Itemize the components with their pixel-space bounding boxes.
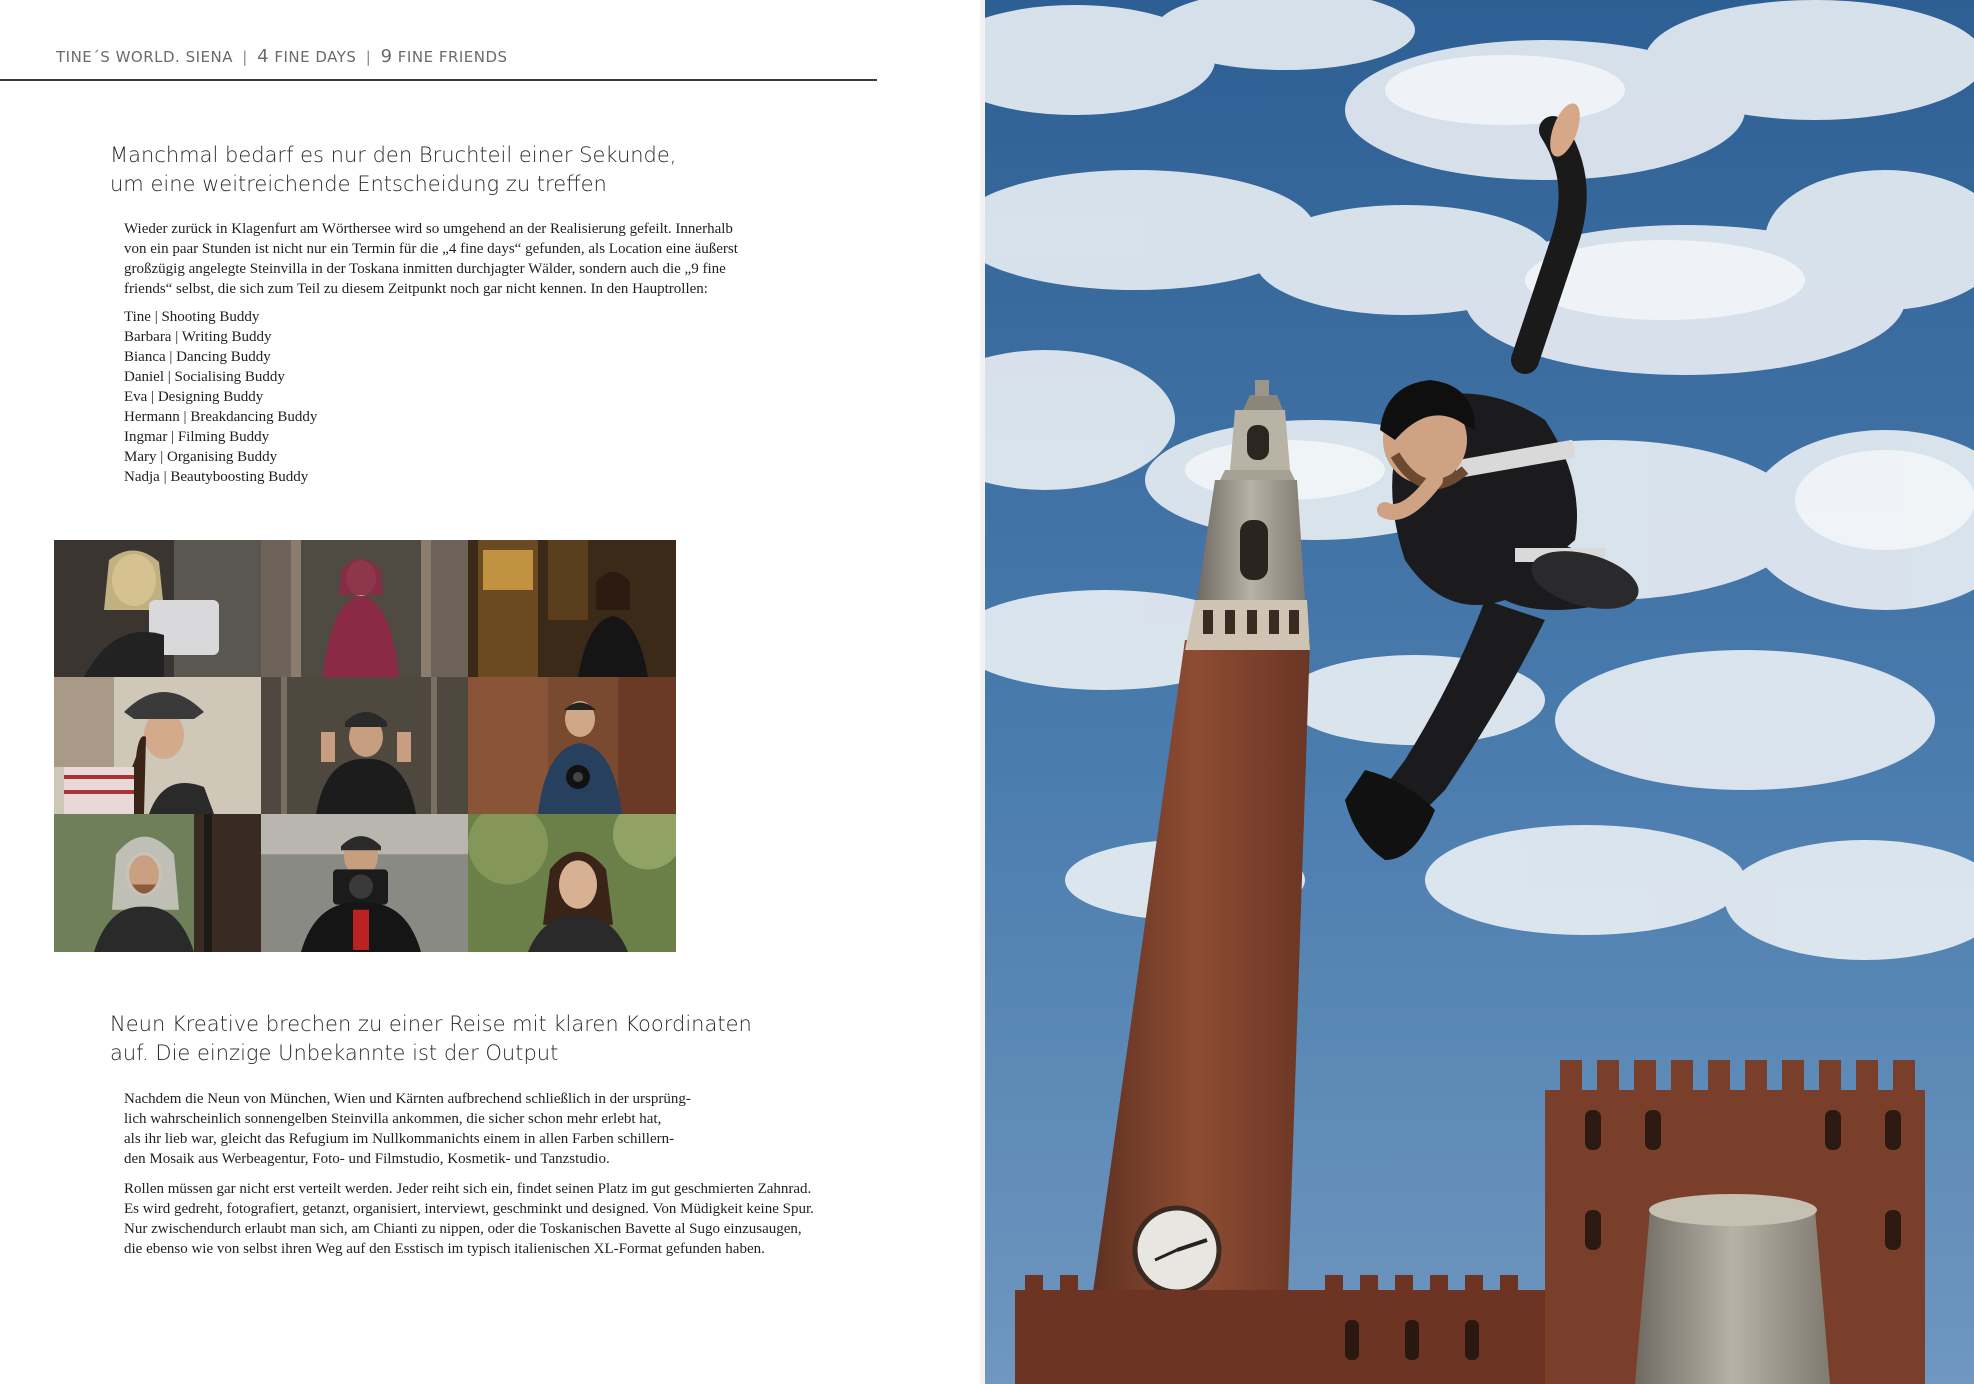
running-head-days-number: 4 [257, 46, 270, 67]
portrait-photo [468, 540, 676, 677]
paragraph-line: die ebenso wie von selbst ihren Weg auf den Esstisch im typisch italienischen XL-Format gefunden haben. [124, 1241, 765, 1257]
portrait-photo [468, 814, 676, 952]
portrait-grid [54, 540, 676, 952]
paragraph-line: Nur zwischendurch erlaubt man sich, am Chianti zu nippen, oder die Toskanischen Bavette al Sugo einzusaugen, [124, 1221, 802, 1237]
role-item: Ingmar | Filming Buddy [124, 429, 270, 445]
portrait-photo [261, 677, 468, 814]
role-item: Hermann | Breakdancing Buddy [124, 409, 318, 425]
paragraph-line: den Mosaik aus Werbeagentur, Foto- und Filmstudio, Kosmetik- und Tanzstudio. [124, 1151, 610, 1167]
paragraph-line: Nachdem die Neun von München, Wien und Kärnten aufbrechend schließlich in der ursprüng- [124, 1091, 691, 1107]
running-head-days: FINE DAYS [274, 48, 357, 66]
running-head: TINE´S WORLD. SIENA | 4 FINE DAYS | 9 FINE FRIENDS [56, 46, 508, 67]
paragraph-line: lich wahrscheinlich sonnengelben Steinvilla ankommen, die sicher schon mehr erlebt hat, [124, 1111, 662, 1127]
section2-heading-line1: Neun Kreative brechen zu einer Reise mit klaren Koordinaten [110, 1012, 752, 1036]
portrait-photo [468, 677, 676, 814]
role-item: Nadja | Beautyboosting Buddy [124, 469, 309, 485]
section1-paragraph [124, 219, 804, 299]
section2-heading-line2: auf. Die einzige Unbekannte ist der Output [110, 1041, 559, 1065]
paragraph-line: Es wird gedreht, fotografiert, getanzt, organisiert, interviewt, geschminkt und designed. Von Müdigkeit keine Spur. [124, 1201, 814, 1217]
paragraph-line: Rollen müssen gar nicht erst verteilt werden. Jeder reiht sich ein, findet seinen Platz im gut geschmierten Zahnrad. [124, 1181, 812, 1197]
paragraph-line: friends“ selbst, die sich zum Teil zu diesem Zeitpunkt noch gar nicht kennen. In den Hauptrollen: [124, 281, 708, 297]
section2-paragraph1 [124, 1089, 824, 1169]
portrait-photo [54, 677, 261, 814]
paragraph-line: als ihr lieb war, gleicht das Refugium im Nullkommanichts einem in allen Farben schillern- [124, 1131, 675, 1147]
section2-paragraph2 [124, 1179, 884, 1259]
header-rule [0, 79, 877, 81]
role-item: Barbara | Writing Buddy [124, 329, 272, 345]
portrait-photo [54, 814, 261, 952]
running-head-friends: FINE FRIENDS [397, 48, 508, 66]
role-item: Daniel | Socialising Buddy [124, 369, 285, 385]
portrait-photo [54, 540, 261, 677]
role-item: Mary | Organising Buddy [124, 449, 278, 465]
section1-heading-line1: Manchmal bedarf es nur den Bruchteil einer Sekunde, [110, 143, 677, 167]
paragraph-line: von ein paar Stunden ist nicht nur ein Termin für die „4 fine days“ gefunden, als Location eine äußerst [124, 241, 738, 257]
section2-heading [110, 1010, 830, 1068]
section1-heading-line2: um eine weitreichende Entscheidung zu treffen [110, 172, 607, 196]
roles-list [124, 307, 524, 487]
paragraph-line: großzügig angelegte Steinvilla in der Toskana inmitten durchjagter Wälder, sondern auch die „9 fine [124, 261, 726, 277]
section1-heading [110, 141, 830, 199]
running-head-friends-number: 9 [380, 46, 393, 67]
paragraph-line: Wieder zurück in Klagenfurt am Wörthersee wird so umgehend an der Realisierung gefeilt. Innerhalb [124, 221, 733, 237]
role-item: Bianca | Dancing Buddy [124, 349, 271, 365]
right-page [985, 0, 1974, 1384]
running-head-brand: TINE´S WORLD. SIENA [56, 48, 233, 66]
role-item: Eva | Designing Buddy [124, 389, 264, 405]
portrait-photo [261, 540, 468, 677]
portrait-photo [261, 814, 468, 952]
left-page [0, 0, 985, 1384]
role-item: Tine | Shooting Buddy [124, 309, 260, 325]
siena-jump-photo [985, 0, 1974, 1384]
